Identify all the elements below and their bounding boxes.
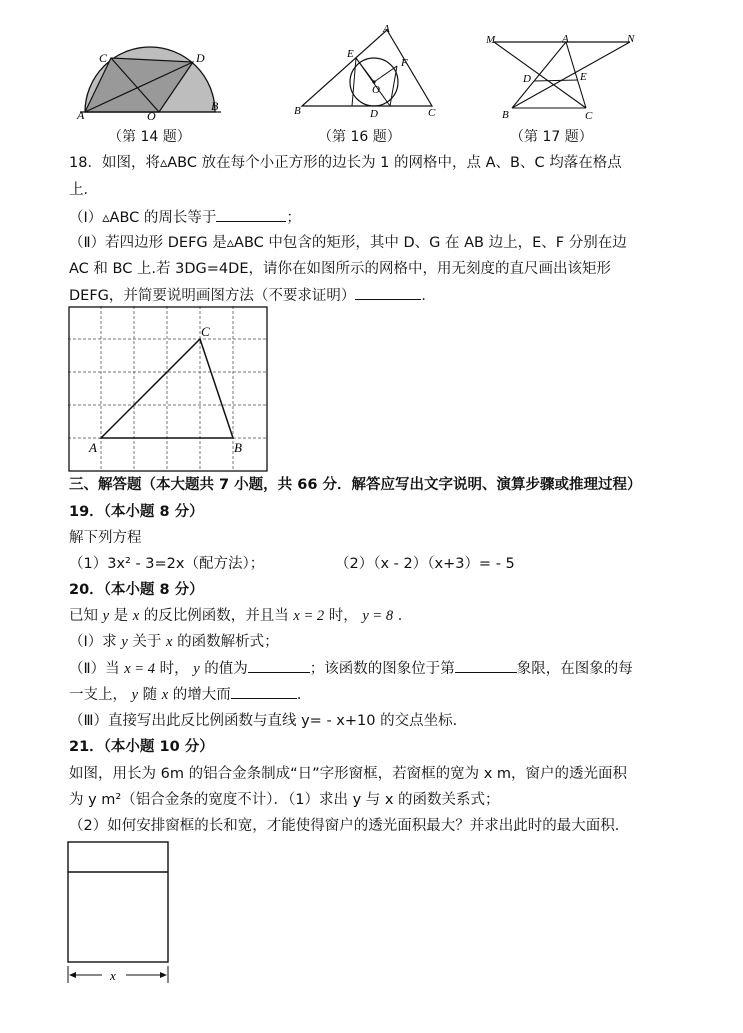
q20-l2-text-b: 关于 [127,634,167,650]
q20-l2-var-x: x [166,634,173,650]
fig14-label-a: A [77,108,85,122]
q20-value-blank [248,658,310,673]
q20-l3-text-a: （Ⅱ）当 [69,661,125,677]
q20-l2-text-a: （Ⅰ）求 [69,634,122,650]
q19-equation-1: （1）3x² - 3=2x（配方法）； [69,556,265,572]
q20-l3-text-d: ；该函数的图象位于第 [309,661,455,677]
q21-heading: 21．（本小题 10 分） [69,739,214,755]
q20-line2 [69,632,279,652]
q18-part1 [69,207,301,228]
q20-l3-text-e: 象限，在图象的每 [516,661,633,677]
q18-label-c: C [201,324,210,339]
section3-title: 三、解答题（本大题共 7 小题，共 66 分．解答应写出文字说明、演算步骤或推理过程） [69,477,642,493]
q18-part2-end: ． [421,288,436,304]
q18-part2-line2: AC 和 BC 上.若 3DG=4DE，请你在如图所示的网格中，用无刻度的直尺画出该矩形 [69,261,611,277]
fig14-label-c: C [99,51,108,65]
q20-l4-var-x: x [161,687,169,703]
q20-l1-cond-x: x = 2 [293,608,325,624]
caption-16: （第 16 题） [318,129,401,145]
q18-part2-line1: （Ⅱ）若四边形 DEFG 是▵ABC 中包含的矩形，其中 D、G 在 AB 边上，E、F 分别在边 [69,235,627,251]
q20-l3-cond-x: x = 4 [124,661,155,677]
q20-l1-text-a: 已知 [69,608,103,624]
q20-l4-text-d: ． [296,687,312,703]
figure-14 [75,40,225,122]
q20-l3-text-c: 的值为 [199,661,248,677]
q20-l4-text-a: 一支上， [69,687,132,703]
q18-method-blank [355,285,421,300]
q21-line3: （2）如何安排窗框的长和宽，才能使得窗户的透光面积最大？并求出此时的最大面积． [69,818,630,834]
figure-17 [482,32,642,122]
q19-equation-2: （2）（x - 2）（x+3）= - 5 [335,556,515,572]
q20-l1-text-d: 时， [324,608,363,624]
caption-14: （第 14 题） [108,129,191,145]
q20-l2-text-c: 的函数解析式； [172,634,279,650]
q20-l3-text-b: 时， [154,661,194,677]
q21-line2: 为 y m²（铝合金条的宽度不计）．（1）求出 y 与 x 的函数关系式； [69,792,500,808]
q20-heading: 20．（本小题 8 分） [69,582,204,598]
q20-l1-text-e: ． [393,608,413,624]
q20-line5: （Ⅲ）直接写出此反比例函数与直线 y= - x+10 的交点坐标. [69,713,458,729]
q20-l4-var-y: y [131,687,139,703]
fig14-label-o: O [147,109,156,122]
q18-perimeter-blank [216,207,286,222]
fig16-label-a: A [383,24,390,35]
q18-part2-text: DEFG，并简要说明画图方法（不要求证明） [69,288,356,304]
q20-line3 [69,658,633,679]
q20-l1-cond-y: y = 8 [362,608,394,624]
fig14-label-d: D [196,51,205,65]
fig17-label-m: M [486,34,496,46]
fig17-label-a: A [562,33,569,45]
q20-l1-text-c: 的反比例函数，并且当 [139,608,294,624]
q21-window-frame-figure [62,838,174,988]
fig16-label-f: F [401,57,408,69]
q20-l1-var-x: x [132,608,140,624]
q20-l1-var-y: y [102,608,110,624]
q20-l1-text-b: 是 [109,608,133,624]
fig17-label-d: D [523,73,531,85]
caption-17: （第 17 题） [510,129,593,145]
q18-part1-end: ； [286,210,301,226]
fig16-label-b: B [294,105,301,117]
q20-line1 [69,606,412,626]
fig17-label-b: B [502,109,509,121]
q20-trend-blank [231,684,297,699]
fig16-label-e: E [347,48,354,60]
q20-quadrant-blank [455,658,517,673]
q19-heading: 19．（本小题 8 分） [69,504,204,520]
q18-label-b: B [234,440,242,455]
q18-stem-line1: 18．如图，将▵ABC 放在每个小正方形的边长为 1 的网格中，点 A、B、C 均落在格点 [69,155,622,171]
q18-grid-figure [68,306,270,474]
fig17-label-c: C [585,110,593,122]
q21-line1: 如图，用长为 6m 的铝合金条制成“日”字形窗框，若窗框的宽为 x m，窗户的透光面积 [69,766,628,782]
q19-intro: 解下列方程 [69,530,142,546]
q20-l2-var-y: y [121,634,128,650]
figure-16 [292,24,440,120]
q20-line4 [69,684,311,705]
q20-l3-var-y: y [193,661,200,677]
fig17-label-n: N [627,33,635,45]
fig16-label-d: D [370,108,378,120]
fig16-label-c: C [428,107,436,119]
q20-l4-text-b: 随 [138,687,162,703]
q20-l4-text-c: 的增大而 [168,687,231,703]
q18-part2-line3 [69,285,436,306]
q18-part1-text: （Ⅰ）▵ABC 的周长等于 [69,210,217,226]
fig16-label-o: O [372,84,380,96]
q21-dim-label-x: x [110,968,116,983]
fig14-label-b: B [211,99,219,113]
q18-label-a: A [89,440,97,455]
fig17-label-e: E [580,71,587,83]
q18-stem-line2: 上． [69,182,98,198]
